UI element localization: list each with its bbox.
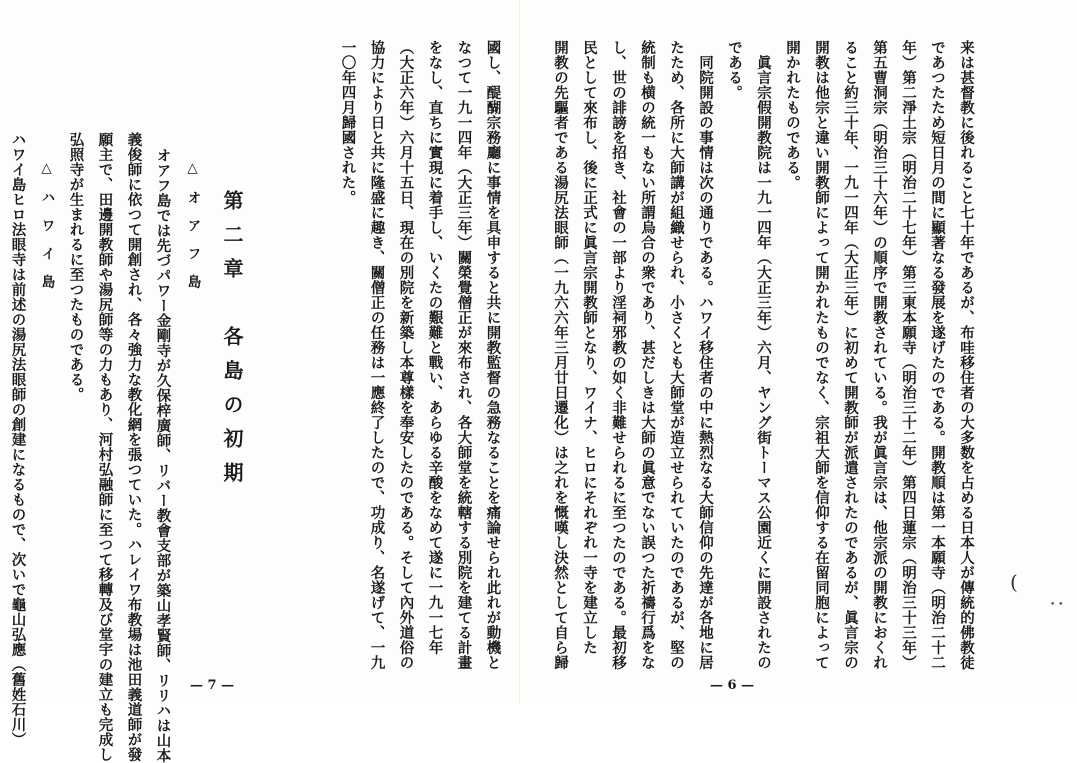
text-line: 統制も横の統一もない所謂烏合の衆であり、甚だしきは大師の眞意でない誤つた祈禱行爲をな (639, 40, 656, 670)
chapter-title: 第二章 各島の初期 (220, 190, 244, 496)
text-line: 開教の先驅者である湯尻法眼師（一九六六年三月廿日遷化）は之れを慨嘆し決然として自ら歸 (552, 40, 569, 670)
text-line: ハワイ島ヒロ法眼寺は前述の湯尻法眼師の創建になるもので、次いで龜山弘應（舊姓石川） (9, 132, 27, 747)
page-number: — 6 — (710, 678, 755, 693)
text-line: 弘照寺が生まれるに至つたものである。 (67, 132, 85, 402)
left-page (0, 0, 520, 763)
text-line: であつたため短日月の間に顯著なる發展を遂げたのである。開教順は第一本願寺（明治二十二 (929, 40, 946, 670)
text-line: 第五曹洞宗（明治三十六年）の順序で開教されている。我が眞言宗は、他宗派の開教におくれ (871, 40, 888, 670)
text-line: 一〇年四月歸國された。 (339, 40, 357, 205)
text-line: 開かれたものである。 (784, 40, 801, 190)
stray-mark: ( (1010, 570, 1018, 594)
text-line: し、世の誹謗を招き、社會の一部より淫祠邪教の如く非難せられるに至つたのである。最初移 (610, 40, 627, 670)
paper-specks: • • (1050, 600, 1064, 610)
text-line: 義俊師に依つて開創され、各々強力な教化網を張つていた。ハレイワ布教場は池田義道師が發 (125, 132, 143, 762)
text-line: たため、各所に大師講が組織せられ、小さくとも大師堂が造立せられていたのであるが、堅の (668, 40, 685, 670)
text-line: 開教は他宗と違い開教師によって開かれたものでなく、宗祖大師を信仰する在留同胞によって (813, 40, 830, 670)
section-heading-oahu: △ オ ア フ 島 (184, 160, 201, 289)
text-line: をなし、直ちに實現に着手し、いくたの艱難と戰い、あらゆる辛酸をなめて遂に一九一七年 (426, 40, 444, 655)
text-line: 同院開設の事情は次の通りである。ハワイ移住者の中に熱烈なる大師信仰の先達が各地に居 (697, 40, 714, 670)
text-line: 國し、醍醐宗務廳に事情を具申すると共に開教監督の急務なることを痛論せられ此れが動機と (484, 40, 502, 670)
page-number: — 7 — (190, 678, 235, 693)
text-line: （大正六年）六月十五日、現在の別院を新築し本尊樣を奉安したのである。そして內外道俗の (397, 40, 415, 670)
text-line: 年）第二淨土宗（明治二十七年）第三東本願寺（明治三十二年）第四日蓮宗（明治三十三年） (900, 40, 917, 670)
text-line: 民として來布し、後に正式に眞言宗開教師となり、ワイナ、ヒロにそれぞれ一寺を建立した (581, 40, 598, 655)
text-line: 眞言宗假開教院は一九一四年（大正三年）六月、ヤング街トーマス公園近くに開設されたの (755, 40, 772, 670)
right-page (520, 0, 1077, 704)
section-heading-hawaii: △ ハ ワ イ 島 (38, 160, 55, 289)
text-line: なつて一九一四年（大正三年）關榮覺僧正が來布され、各大師堂を統轄する別院を建てる計畫 (455, 40, 473, 670)
text-line: オアフ島では先づパワー金剛寺が久保梓廣師、リバー教會支部が築山孝賢師、リリハは山本 (154, 148, 172, 763)
text-line: である。 (726, 40, 743, 100)
text-line: ること約三十年、一九一四年（大正三年）に初めて開教師が派遣されたのであるが、眞言宗の (842, 40, 859, 670)
text-line: 協力により日と共に隆盛に趣き、關僧正の任務は一應終了したので、功成り、名遂げて、一九 (368, 40, 386, 670)
text-line: 来は甚督教に後れること七十年であるが、布哇移住者の大多数を占める日本人が傳統的佛教徒 (958, 40, 975, 670)
text-line: 願主で、田邊開教師や湯尻師等の力もあり、河村弘融師に至つて移轉及び堂宇の建立も完成し (96, 132, 114, 762)
